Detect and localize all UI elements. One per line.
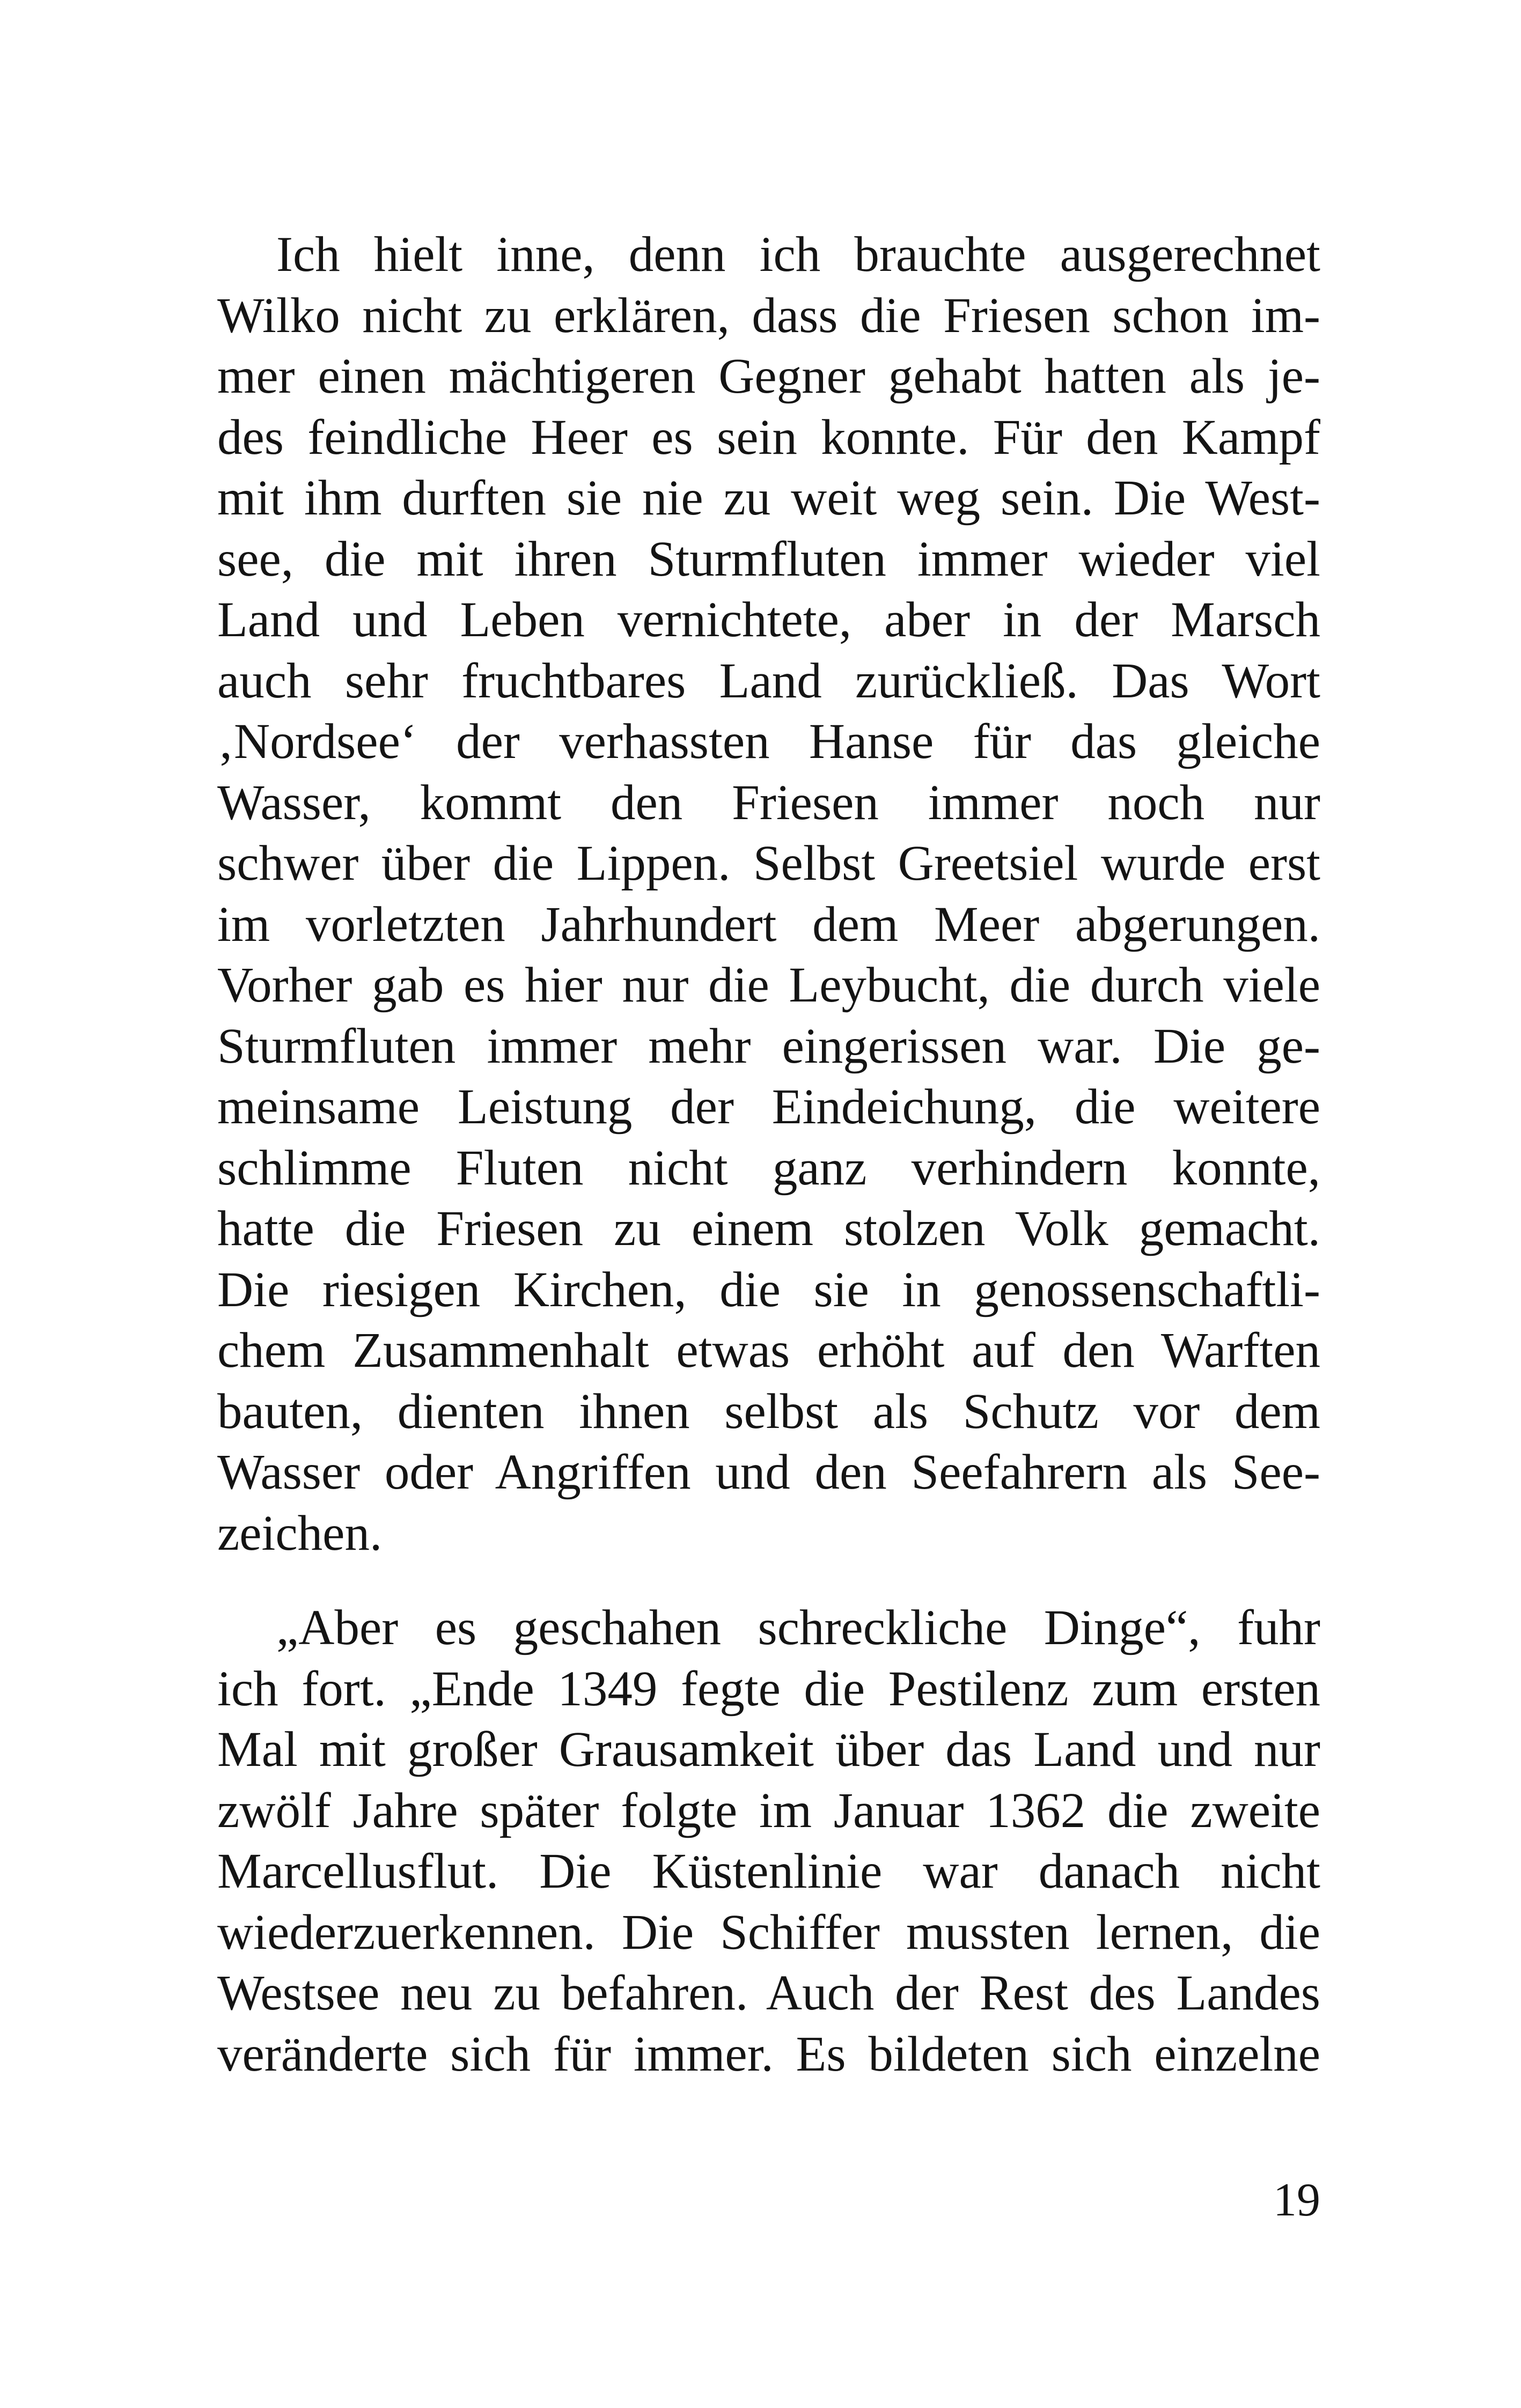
text-line: Marcellusflut. Die Küstenlinie war danach nicht [217, 1844, 1320, 1899]
text-line: Ich hielt inne, denn ich brauchte ausgerechnet [276, 227, 1320, 282]
text-line: zwölf Jahre später folgte im Januar 1362 die zweite [217, 1783, 1320, 1838]
text-line: Die riesigen Kirchen, die sie in genossenschaftli- [217, 1262, 1320, 1317]
paragraph-spacing [217, 1564, 1320, 1597]
text-line: „Aber es geschahen schreckliche Dinge“, fuhr [276, 1600, 1320, 1655]
text-line: Land und Leben vernichtete, aber in der Marsch [217, 592, 1320, 647]
text-line: meinsame Leistung der Eindeichung, die weitere [217, 1079, 1320, 1135]
text-line: schlimme Fluten nicht ganz verhindern konnte, [217, 1140, 1320, 1196]
text-line: mer einen mächtigeren Gegner gehabt hatten als je- [217, 349, 1320, 404]
text-line: veränderte sich für immer. Es bildeten sich einzelne [217, 2026, 1320, 2082]
text-line: schwer über die Lippen. Selbst Greetsiel wurde erst [217, 836, 1320, 891]
text-line: Wasser, kommt den Friesen immer noch nur [217, 775, 1320, 830]
paragraph [217, 224, 1320, 1564]
text-line: zeichen. [217, 1505, 383, 1561]
text-line: ich fort. „Ende 1349 fegte die Pestilenz zum ersten [217, 1661, 1320, 1717]
text-line: Wilko nicht zu erklären, dass die Friesen schon im- [217, 288, 1320, 343]
text-line: auch sehr fruchtbares Land zurückließ. Das Wort [217, 653, 1320, 709]
body-text [217, 224, 1320, 2085]
paragraph [217, 1597, 1320, 2085]
text-line: wiederzuerkennen. Die Schiffer mussten lernen, die [217, 1904, 1320, 1960]
text-line: Vorher gab es hier nur die Leybucht, die durch viele [217, 958, 1320, 1013]
text-line: ‚Nordsee‘ der verhassten Hanse für das gleiche [217, 714, 1320, 769]
text-line: Westsee neu zu befahren. Auch der Rest des Landes [217, 1965, 1320, 2021]
text-line: Sturmfluten immer mehr eingerissen war. Die ge- [217, 1018, 1320, 1074]
page-number: 19 [1273, 2174, 1320, 2226]
text-line: see, die mit ihren Sturmfluten immer wieder viel [217, 531, 1320, 587]
text-line: Mal mit großer Grausamkeit über das Land und nur [217, 1722, 1320, 1777]
text-line: mit ihm durften sie nie zu weit weg sein. Die West- [217, 470, 1320, 526]
text-line: Wasser oder Angriffen und den Seefahrern als See- [217, 1445, 1320, 1500]
text-line: hatte die Friesen zu einem stolzen Volk gemacht. [217, 1201, 1320, 1256]
text-line: im vorletzten Jahrhundert dem Meer abgerungen. [217, 896, 1320, 952]
text-line: bauten, dienten ihnen selbst als Schutz vor dem [217, 1383, 1320, 1439]
text-line: des feindliche Heer es sein konnte. Für den Kampf [217, 409, 1320, 465]
text-line: chem Zusammenhalt etwas erhöht auf den Warften [217, 1323, 1320, 1378]
